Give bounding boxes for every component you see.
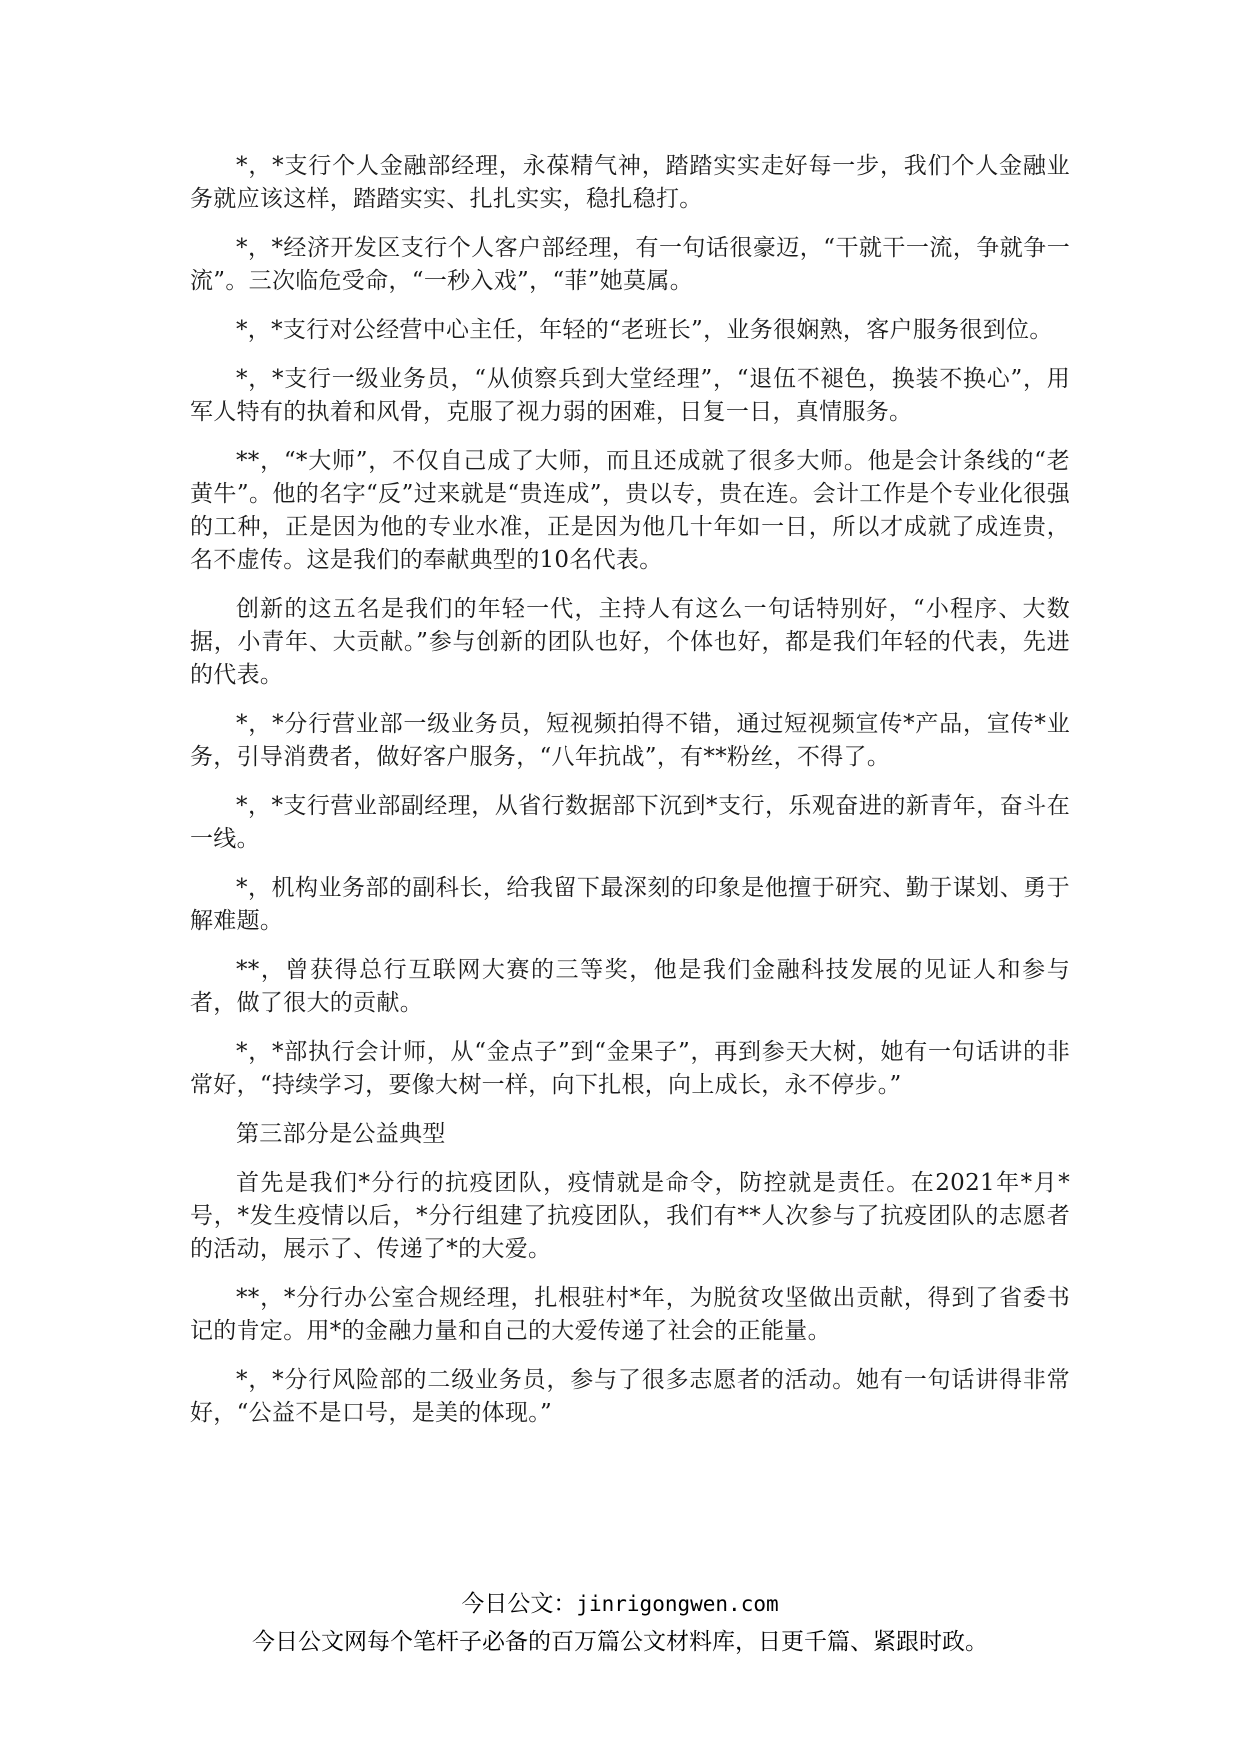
paragraph: **，“*大师”，不仅自己成了大师，而且还成就了很多大师。他是会计条线的“老黄牛”。他的名字“反”过来就是“贵连成”，贵以专，贵在连。会计工作是个专业化很强的工种，正是因为他的专业水准，正是因为他几十年如一日，所以才成就了成连贵，名不虚传。这是我们的奉献典型的10名代表。 xyxy=(190,448,1070,573)
footer-site-label: 今日公文： xyxy=(461,1591,577,1617)
paragraph: *，机构业务部的副科长，给我留下最深刻的印象是他擅于研究、勤于谋划、勇于解难题。 xyxy=(190,875,1070,934)
paragraph: *，*支行个人金融部经理，永葆精气神，踏踏实实走好每一步，我们个人金融业务就应该这样，踏踏实实、扎扎实实，稳扎稳打。 xyxy=(190,153,1070,212)
paragraph: **，曾获得总行互联网大赛的三等奖，他是我们金融科技发展的见证人和参与者，做了很大的贡献。 xyxy=(190,957,1070,1016)
paragraph: *，*分行营业部一级业务员，短视频拍得不错，通过短视频宣传*产品，宣传*业务，引导消费者，做好客户服务，“八年抗战”，有**粉丝，不得了。 xyxy=(190,711,1070,770)
paragraph: 首先是我们*分行的抗疫团队，疫情就是命令，防控就是责任。在2021年*月*号，*发生疫情以后，*分行组建了抗疫团队，我们有**人次参与了抗疫团队的志愿者的活动，展示了、传递了*的大爱。 xyxy=(190,1170,1070,1262)
footer-slogan: 今日公文网每个笔杆子必备的百万篇公文材料库，日更千篇、紧跟时政。 xyxy=(252,1629,988,1655)
document-body xyxy=(190,150,1070,1446)
paragraph: *，*分行风险部的二级业务员，参与了很多志愿者的活动。她有一句话讲得非常好，“公益不是口号，是美的体现。” xyxy=(190,1367,1070,1426)
paragraph: *，*支行对公经营中心主任，年轻的“老班长”，业务很娴熟，客户服务很到位。 xyxy=(236,317,1053,343)
paragraph: *，*支行一级业务员，“从侦察兵到大堂经理”，“退伍不褪色，换装不换心”，用军人特有的执着和风骨，克服了视力弱的困难，日复一日，真情服务。 xyxy=(190,366,1070,425)
paragraph: **，*分行办公室合规经理，扎根驻村*年，为脱贫攻坚做出贡献，得到了省委书记的肯定。用*的金融力量和自己的大爱传递了社会的正能量。 xyxy=(190,1285,1070,1344)
footer-site-link[interactable]: jinrigongwen.com xyxy=(576,1592,779,1616)
paragraph: *，*支行营业部副经理，从省行数据部下沉到*支行，乐观奋进的新青年，奋斗在一线。 xyxy=(190,793,1070,852)
section-heading: 第三部分是公益典型 xyxy=(236,1121,446,1147)
paragraph: *，*部执行会计师，从“金点子”到“金果子”，再到参天大树，她有一句话讲的非常好，“持续学习，要像大树一样，向下扎根，向上成长，永不停步。” xyxy=(190,1039,1070,1098)
paragraph: *，*经济开发区支行个人客户部经理，有一句话很豪迈，“干就干一流，争就争一流”。三次临危受命，“一秒入戏”，“菲”她莫属。 xyxy=(190,235,1070,294)
footer-site-line xyxy=(0,1588,1240,1620)
paragraph: 创新的这五名是我们的年轻一代，主持人有这么一句话特别好，“小程序、大数据，小青年、大贡献。”参与创新的团队也好，个体也好，都是我们年轻的代表，先进的代表。 xyxy=(190,596,1070,688)
